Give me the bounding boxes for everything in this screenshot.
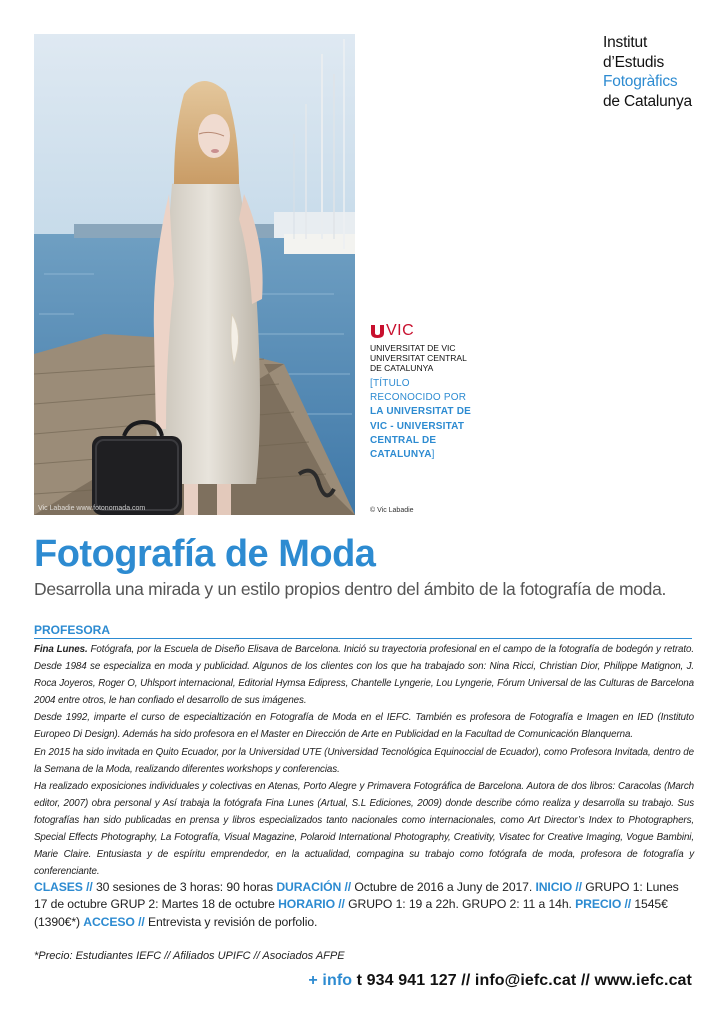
uvic-names [370, 343, 467, 373]
bio-text-1: Fotógrafa, por la Escuela de Diseño Elisava de Barcelona. Inició su trayectoria profesional en el campo de la fotografía de bodegón y retrato. Desde 1984 se especializa en moda y publicidad. Algunos de los clientes con los que ha trabajado son: Nina Ricci, Christian Dior, Philippe Matignon, J. Roca Joyeros, Roger O, Uhlsport internacional, Editorial Hymsa Edipress, Chantelle Lyngerie, Lou Lyngerie, Fórum Universal de las Culturas de Barcelona 2004 entre otros, le han confiado el desarrollo de sus imágenes. [34, 644, 694, 707]
duracion-label: DURACIÓN // [276, 880, 352, 894]
page-subtitle: Desarrolla una mirada y un estilo propios dentro del ámbito de la fotografía de moda. [34, 579, 667, 599]
photo-watermark: Vic Labadie www.fotonomada.com [38, 505, 146, 512]
uvic-logo [370, 323, 467, 339]
page-title: Fotografía de Moda [34, 533, 376, 575]
profesora-name: Fina Lunes. [34, 644, 88, 655]
section-divider [34, 638, 692, 639]
institute-line-3: Fotogràfics [603, 73, 678, 90]
precio-value: 1545€ (1390€*) [34, 897, 668, 929]
bio-paragraph-2: Desde 1992, imparte el curso de especialtización en Fotografía de Moda en el IEFC. También es profesora de Fotografía e Imagen en IED (Instituto Europeo Di Design). Además ha sido profesora en el Master en Dirección de Arte en Publicidad en la Facultad de Comunicación Blanquerna. [34, 712, 694, 741]
bio-paragraph-1 [34, 641, 694, 709]
clases-value: 30 sesiones de 3 horas: 90 horas [92, 880, 277, 894]
contact-line [308, 972, 692, 990]
course-details [34, 879, 694, 931]
titulo-part-1: [TÍTULO RECONOCIDO POR [370, 378, 467, 404]
horario-value: GRUPO 1: 19 a 22h. GRUPO 2: 11 a 14h. [344, 897, 576, 912]
institute-logo [603, 33, 692, 111]
inicio-value: GRUPO 1: Lunes 17 de octubre GRUP 2: Martes 18 de octubre [34, 880, 679, 912]
institute-line-2: d’Estudis [603, 53, 665, 71]
profesora-heading: PROFESORA [34, 623, 111, 637]
uvic-logo-block [370, 323, 467, 373]
institute-line-4: de Catalunya [603, 92, 692, 110]
bio-paragraph-4: Ha realizado exposiciones individuales y colectivas en Atenas, Porto Alegre y Primavera Fotográfica de Barcelona. Autora de dos libros: Caracolas (March editor, 2007) obra personal y Así trabaja la fotógrafa Fina Lunes (Artual, S.L Ediciones, 2009) donde describe cómo realiza y desarrolla su trabajo. Sus fotografías han sido publicadas en prensa y libros especializados tanto nacionales como internacionales, como Art Director’s Index to Photographers, Special Effects Photography, La Fotografía, Visual Magazine, Polaroid International Photography, Creativity, Visatec for Creative Imaging, Vogue Bambini, Marie Claire. Entusiasta y de espíritu emprendedor, en la actualidad, compagina su trabajo como fotógrafa de moda, profesora de fotografía y conferenciante. [34, 780, 694, 878]
more-info-link[interactable]: + info [308, 972, 353, 989]
uvic-logo-text: VIC [386, 322, 415, 339]
fashion-photo [34, 34, 355, 515]
photo-credit: © Vic Labadie [370, 507, 414, 514]
profesora-bio [34, 641, 694, 880]
bio-paragraph-3: En 2015 ha sido invitada en Quito Ecuador, por la Universidad UTE (Universidad Tecnológica Equinoccial de Ecuador), como Profesora Invitada, dentro de la Semana de la Moda, realizando diferentes workshops y conferencias. [34, 746, 694, 775]
uvic-name-2: UNIVERSITAT CENTRAL [370, 353, 467, 363]
titulo-part-3: ] [431, 449, 435, 461]
titulo-part-2: LA UNIVERSITAT DE VIC - UNIVERSITAT CENTRAL DE CATALUNYA [370, 406, 471, 461]
titulo-reconocido [370, 377, 480, 462]
uvic-u-mark-icon [370, 324, 385, 339]
acceso-label: ACCESO // [83, 914, 145, 929]
photo-illustration [34, 34, 355, 515]
acceso-value: Entrevista y revisión de porfolio. [144, 914, 318, 929]
duracion-value: Octubre de 2016 a Juny de 2017. [351, 880, 536, 894]
institute-line-1: Institut [603, 34, 648, 51]
horario-label: HORARIO // [278, 897, 345, 912]
uvic-name-1: UNIVERSITAT DE VIC [370, 343, 456, 353]
clases-label: CLASES // [34, 880, 93, 894]
price-note: *Precio: Estudiantes IEFC // Afiliados UPIFC // Asociados AFPE [34, 950, 345, 962]
contact-details[interactable]: t 934 941 127 // info@iefc.cat // www.iefc.cat [352, 972, 692, 989]
inicio-label: INICIO // [535, 880, 582, 894]
uvic-name-3: DE CATALUNYA [370, 363, 434, 373]
precio-label: PRECIO // [575, 897, 632, 912]
